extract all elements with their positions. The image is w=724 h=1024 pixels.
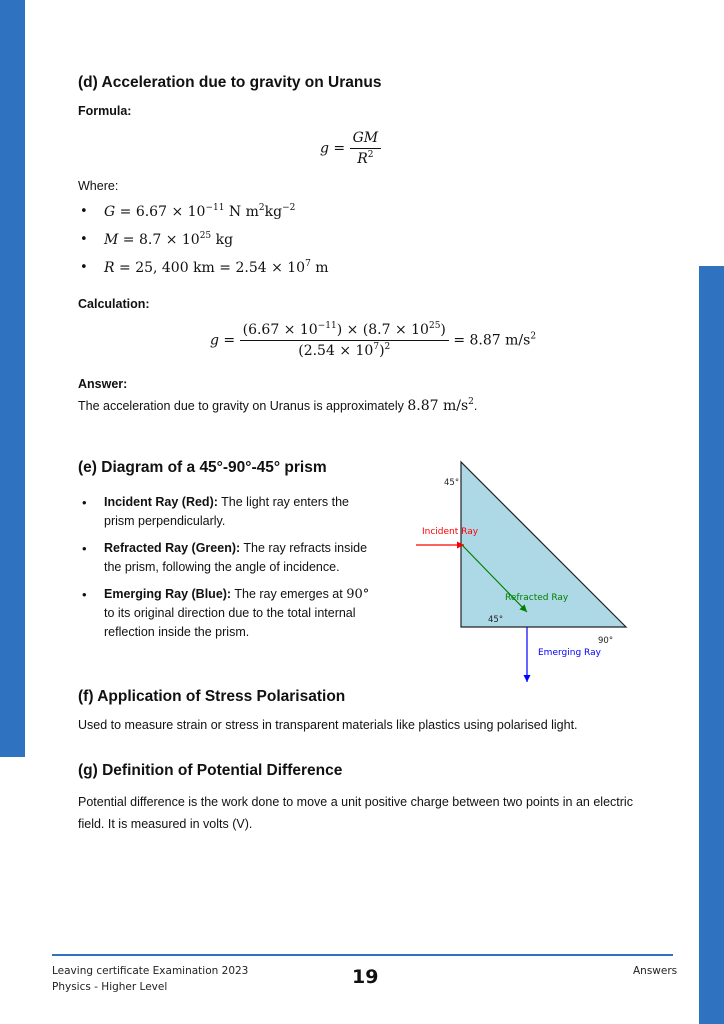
footer-section-label: Answers: [633, 965, 678, 977]
answer-label: Answer:: [78, 377, 128, 391]
emerging-ray-item: • Emerging Ray (Blue): The ray emerges at 90° to its original direction due to the total internal reflection inside the prism.: [78, 585, 378, 642]
angle-right-label: 90°: [598, 636, 614, 646]
ray-list: [78, 493, 378, 650]
variable-M: • $M = 8.7 \times 10^{25}$ kg: [78, 226, 329, 254]
section-g-text: Potential difference is the work done to move a unit positive charge between two points in an electric field. It is measured in volts (V).: [78, 795, 633, 831]
footer-divider: [52, 954, 673, 956]
formula-denominator: $R^2$: [357, 150, 374, 167]
calculation-denominator: $(2.54 \times 10^7)^2$: [298, 342, 391, 359]
variable-G: • $G = 6.67 \times 10^{-11}$ N $m^2kg^{-2}$: [78, 198, 329, 226]
variable-list: [78, 198, 329, 282]
right-accent-bar: [699, 266, 724, 1024]
emerging-ray-label: Emerging Ray: [538, 648, 601, 658]
answer-value: 8.87 $m/s^2$: [407, 397, 474, 414]
formula-numerator: GM: [350, 130, 382, 149]
incident-ray-label: Incident Ray: [422, 527, 479, 537]
calculation-result: = 8.87 m/s: [453, 332, 531, 349]
section-g-heading: (g) Definition of Potential Difference: [78, 762, 343, 779]
calculation-label: Calculation:: [78, 297, 150, 311]
left-accent-bar: [0, 0, 25, 757]
answer-text: The acceleration due to gravity on Uranus is approximately 8.87 $m/s^2$.: [78, 397, 478, 414]
section-f-text: Used to measure strain or stress in transparent materials like plastics using polarised light.: [78, 718, 578, 732]
variable-R: • R = 25, 400 km = $2.54 \times 10^7$ m: [78, 254, 329, 282]
formula-label: Formula:: [78, 104, 132, 118]
formula-lhs: g: [320, 140, 329, 157]
angle-top-label: 45°: [444, 478, 460, 488]
calculation-fraction: [240, 322, 449, 359]
footer-subject: Physics - Higher Level: [52, 981, 168, 993]
where-label: Where:: [78, 179, 119, 193]
calculation-formula: g = $\frac{(6.67 \times 10^{-11}) \times (8.7 \times 10^{25})}{(2.54 \times 10^7)^2}$ = 8.87 $m/s^2$: [210, 321, 537, 359]
footer-exam: Leaving certificate Examination 2023: [52, 965, 249, 977]
refracted-ray-label: Refracted Ray: [505, 593, 569, 603]
refracted-ray-item: • Refracted Ray (Green): The ray refracts inside the prism, following the angle of incidence.: [78, 539, 378, 577]
formula-fraction: [350, 130, 382, 167]
section-e-heading: (e) Diagram of a 45°-90°-45° prism: [78, 459, 327, 476]
angle-bottom-left-label: 45°: [488, 615, 504, 625]
calculation-numerator: $(6.67 \times 10^{-11}) \times (8.7 \times 10^{25})$: [240, 322, 449, 341]
incident-ray-item: • Incident Ray (Red): The light ray enters the prism perpendicularly.: [78, 493, 378, 531]
section-d-heading: (d) Acceleration due to gravity on Uranus: [78, 74, 382, 91]
prism-diagram: [410, 455, 640, 690]
section-f-heading: (f) Application of Stress Polarisation: [78, 688, 346, 705]
page-number: 19: [352, 966, 379, 988]
gravity-formula: g = $\frac{GM}{R^2}$: [320, 130, 381, 167]
